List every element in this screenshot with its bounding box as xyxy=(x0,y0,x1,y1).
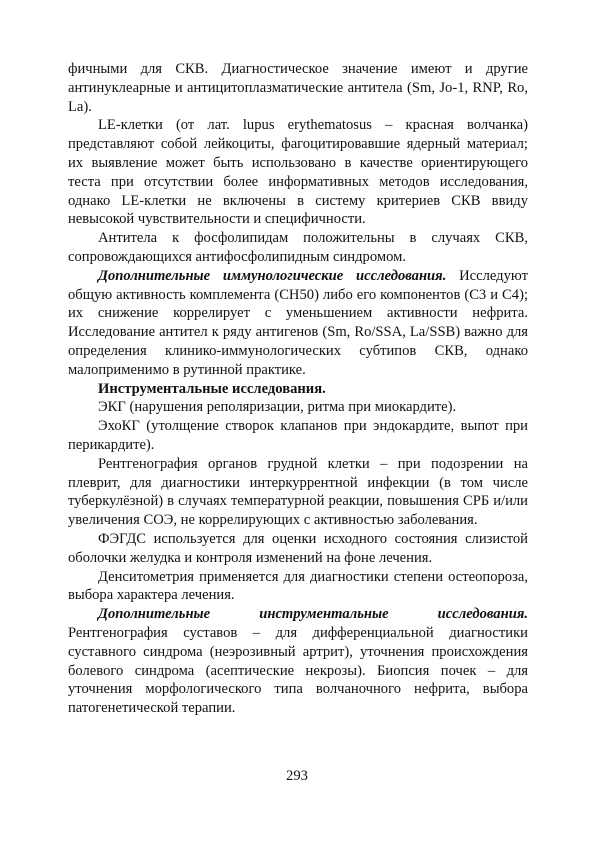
paragraph-text: ФЭГДС используется для оценки исходного состояния слизистой оболочки желудка и контроля изменений на фоне лечения. xyxy=(68,530,528,566)
paragraph-text: Исследуют общую активность комплемента (CH50) либо его компонентов (C3 и C4); их снижение коррелирует с уменьшением активности нефрита. Исследование антител к ряду антигенов (Sm, Ro/SSA, La/SSB) важно для определения клинико-иммунологических субтипов СКВ, однако малоприменимо в рутинной практике. xyxy=(68,267,528,378)
paragraph-text: ЭКГ (нарушения реполяризации, ритма при миокардите). xyxy=(98,399,457,416)
page-body xyxy=(68,60,528,718)
paragraph-text: Денситометрия применяется для диагностики степени остеопороза, выбора характера лечения. xyxy=(68,568,528,604)
paragraph-text: LE-клетки (от лат. lupus erythematosus – красная волчанка) представляют собой лейкоциты, фагоцитировавшие ядерный материал; их выявление может быть использовано в качестве ориентирующего теста при отсутствии более информативных методов исследования, однако LE-клетки не включены в систему критериев СКВ ввиду невысокой чувствительности и специфичности. xyxy=(68,117,528,228)
paragraph-densitometry xyxy=(68,568,528,606)
paragraph-text: фичными для СКВ. Диагностическое значение имеют и другие антинуклеарные и антицитоплазматические антитела (Sm, Jo-1, RNP, Ro, La). xyxy=(68,61,528,115)
paragraph-fegds xyxy=(68,530,528,568)
paragraph-additional-immunological xyxy=(68,267,528,380)
paragraph-lead: Дополнительные инструментальные исследования. xyxy=(98,606,528,623)
paragraph-text: Рентгенография суставов – для дифференциальной диагностики суставного синдрома (неэрозивный артрит), уточнения происхождения болевого синдрома (асептические некрозы). Биопсия почек – для уточнения морфологического типа волчаночного нефрита, выбора патогенетической терапии. xyxy=(68,624,528,717)
paragraph-echocg xyxy=(68,417,528,455)
paragraph-text: Антитела к фосфолипидам положительны в случаях СКВ, сопровождающихся антифосфолипидным синдромом. xyxy=(68,230,528,265)
paragraph-chest-xray xyxy=(68,455,528,530)
paragraph-phospholipid-antibodies xyxy=(68,229,528,267)
paragraph-additional-instrumental xyxy=(68,605,528,718)
paragraph-le-cells xyxy=(68,116,528,229)
paragraph-text: ЭхоКГ (утолщение створок клапанов при эндокардите, выпот при перикардите). xyxy=(68,418,528,453)
page-number: 293 xyxy=(286,768,308,784)
paragraph-text: Рентгенография органов грудной клетки – при подозрении на плеврит, для диагностики интеркуррентной инфекции (в том числе туберкулёзной) в случаях температурной реакции, повышения СРБ и/или увеличения СОЭ, не коррелирующих с активностью заболевания. xyxy=(68,455,528,529)
paragraph-lead: Дополнительные иммунологические исследования. xyxy=(98,267,447,284)
paragraph-ecg xyxy=(68,398,528,417)
section-heading: Инструментальные исследования. xyxy=(98,380,326,397)
paragraph-p1 xyxy=(68,60,528,116)
